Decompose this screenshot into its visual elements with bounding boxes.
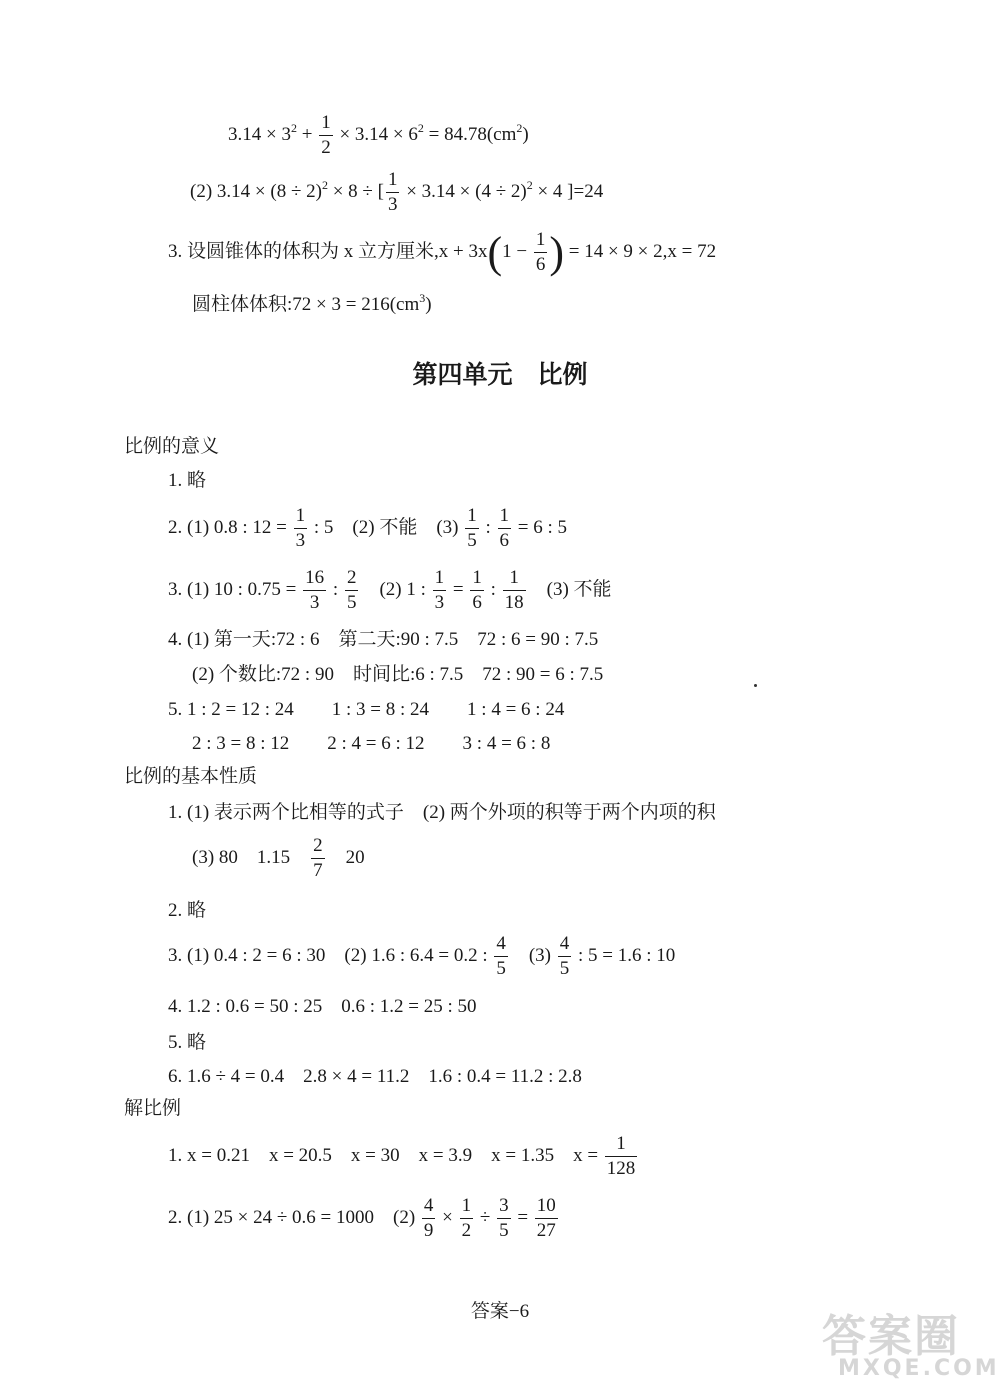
answer-line: (3) 80 1.15 $\frac{2}{7}$ 20 <box>192 835 365 881</box>
fraction: $\frac{10}{27}$ <box>536 1195 556 1241</box>
answer-line: 1. 略 <box>168 470 207 491</box>
answer-line: 5. 1 : 2 = 12 : 24 1 : 3 = 8 : 24 1 : 4 = 6 : 24 <box>168 699 565 720</box>
fraction: $\frac{1}{18}$ <box>504 567 524 613</box>
fraction: $\frac{1}{3}$ <box>434 567 445 613</box>
fraction: $\frac{1}{6}$ <box>535 229 546 275</box>
fraction: $\frac{1}{6}$ <box>472 567 482 613</box>
formula-line-3: 3. 设圆锥体的体积为 x 立方厘米,x + 3x(1 − $\frac{1}{6}$ ) = 14 × 9 × 2,x = 72 <box>168 227 717 277</box>
fraction: $\frac{2}{7}$ <box>313 835 323 881</box>
fraction: $\frac{4}{5}$ <box>559 933 570 979</box>
answer-line: 3. (1) 0.4 : 2 = 6 : 30 (2) 1.6 : 6.4 = 0.2 : $\frac{4}{5}$ (3) $\frac{4}{5}$ : 5 = 1.6 : 10 <box>168 933 676 979</box>
answer-line: (2) 个数比:72 : 90 时间比:6 : 7.5 72 : 90 = 6 : 7.5 <box>192 664 604 685</box>
unit-title: 第四单元 比例 <box>412 360 588 389</box>
answer-line: 1. (1) 表示两个比相等的式子 (2) 两个外项的积等于两个内项的积 <box>168 802 716 823</box>
fraction: $\frac{3}{5}$ <box>499 1195 509 1241</box>
watermark-logo: 答案圈 <box>822 1311 960 1362</box>
answer-line: 2. (1) 0.8 : 12 = $\frac{1}{3}$ : 5 (2) 不能 (3) $\frac{1}{5}$ : $\frac{1}{6}$ = 6 : 5 <box>168 505 568 551</box>
section-heading-property: 比例的基本性质 <box>124 765 258 787</box>
answer-line: 2 : 3 = 8 : 12 2 : 4 = 6 : 12 3 : 4 = 6 : 8 <box>192 733 551 754</box>
section-heading-solve: 解比例 <box>124 1097 182 1119</box>
fraction: $\frac{1}{6}$ <box>499 505 510 551</box>
fraction: $\frac{1}{3}$ <box>295 505 306 551</box>
fraction: $\frac{2}{5}$ <box>346 567 357 613</box>
fraction: $\frac{4}{9}$ <box>423 1195 434 1241</box>
answer-line: 2. 略 <box>168 900 207 921</box>
stray-dot <box>754 684 757 687</box>
formula-line-4: 圆柱体体积:72 × $3 = 216(cm^3)$ <box>192 291 432 315</box>
fraction: $\frac{1}{2}$ <box>461 1195 472 1241</box>
fraction: $\frac{16}{3}$ <box>305 567 325 613</box>
answer-line: 4. (1) 第一天:72 : 6 第二天:90 : 7.5 72 : 6 = 90 : 7.5 <box>168 629 599 650</box>
fraction: $\frac{1}{2}$ <box>321 112 331 158</box>
page-number: 答案−6 <box>470 1301 530 1322</box>
fraction: $\frac{1}{5}$ <box>467 505 477 551</box>
formula-line-2: (2) $3.14 \times (8 \div 2)^2 \times 8$ ÷ [ $\frac{1}{3}$ × $3.14 \times (4 \div 2)^2 \times 4$ ]=24 <box>190 169 604 215</box>
answer-line: 2. (1) 25 × 24 ÷ 0.6 = 1000 (2) $\frac{4}{9}$ × $\frac{1}{2}$ ÷ $\frac{3}{5}$ = $\frac{10}{27}$ <box>168 1195 556 1241</box>
answer-line: 4. 1.2 : 0.6 = 50 : 25 0.6 : 1.2 = 25 : 50 <box>168 996 477 1017</box>
answer-line: 1. x = 0.21 x = 20.5 x = 30 x = 3.9 x = 1.35 x = $\frac{1}{128}$ <box>168 1133 636 1179</box>
formula-line-1: $3.14 \times 3^2$ + $\frac{1}{2}$ × $3.14 \times 6^2 = 84.78(cm^2)$ <box>228 112 529 158</box>
fraction: $\frac{1}{3}$ <box>387 169 398 215</box>
fraction: $\frac{1}{128}$ <box>606 1133 636 1179</box>
answer-line: 3. (1) 10 : 0.75 = $\frac{16}{3}$ : $\frac{2}{5}$ (2) 1 : $\frac{1}{3}$ = $\frac{1}{6}$ : $\frac{1}{18}$ (3) 不能 <box>168 567 612 613</box>
answer-line: 6. 1.6 ÷ 4 = 0.4 2.8 × 4 = 11.2 1.6 : 0.4 = 11.2 : 2.8 <box>168 1066 582 1087</box>
answer-line: 5. 略 <box>168 1032 207 1053</box>
fraction: $\frac{4}{5}$ <box>496 933 506 979</box>
section-heading-meaning: 比例的意义 <box>124 435 220 457</box>
watermark-url: MXQE.COM <box>838 1356 1000 1381</box>
